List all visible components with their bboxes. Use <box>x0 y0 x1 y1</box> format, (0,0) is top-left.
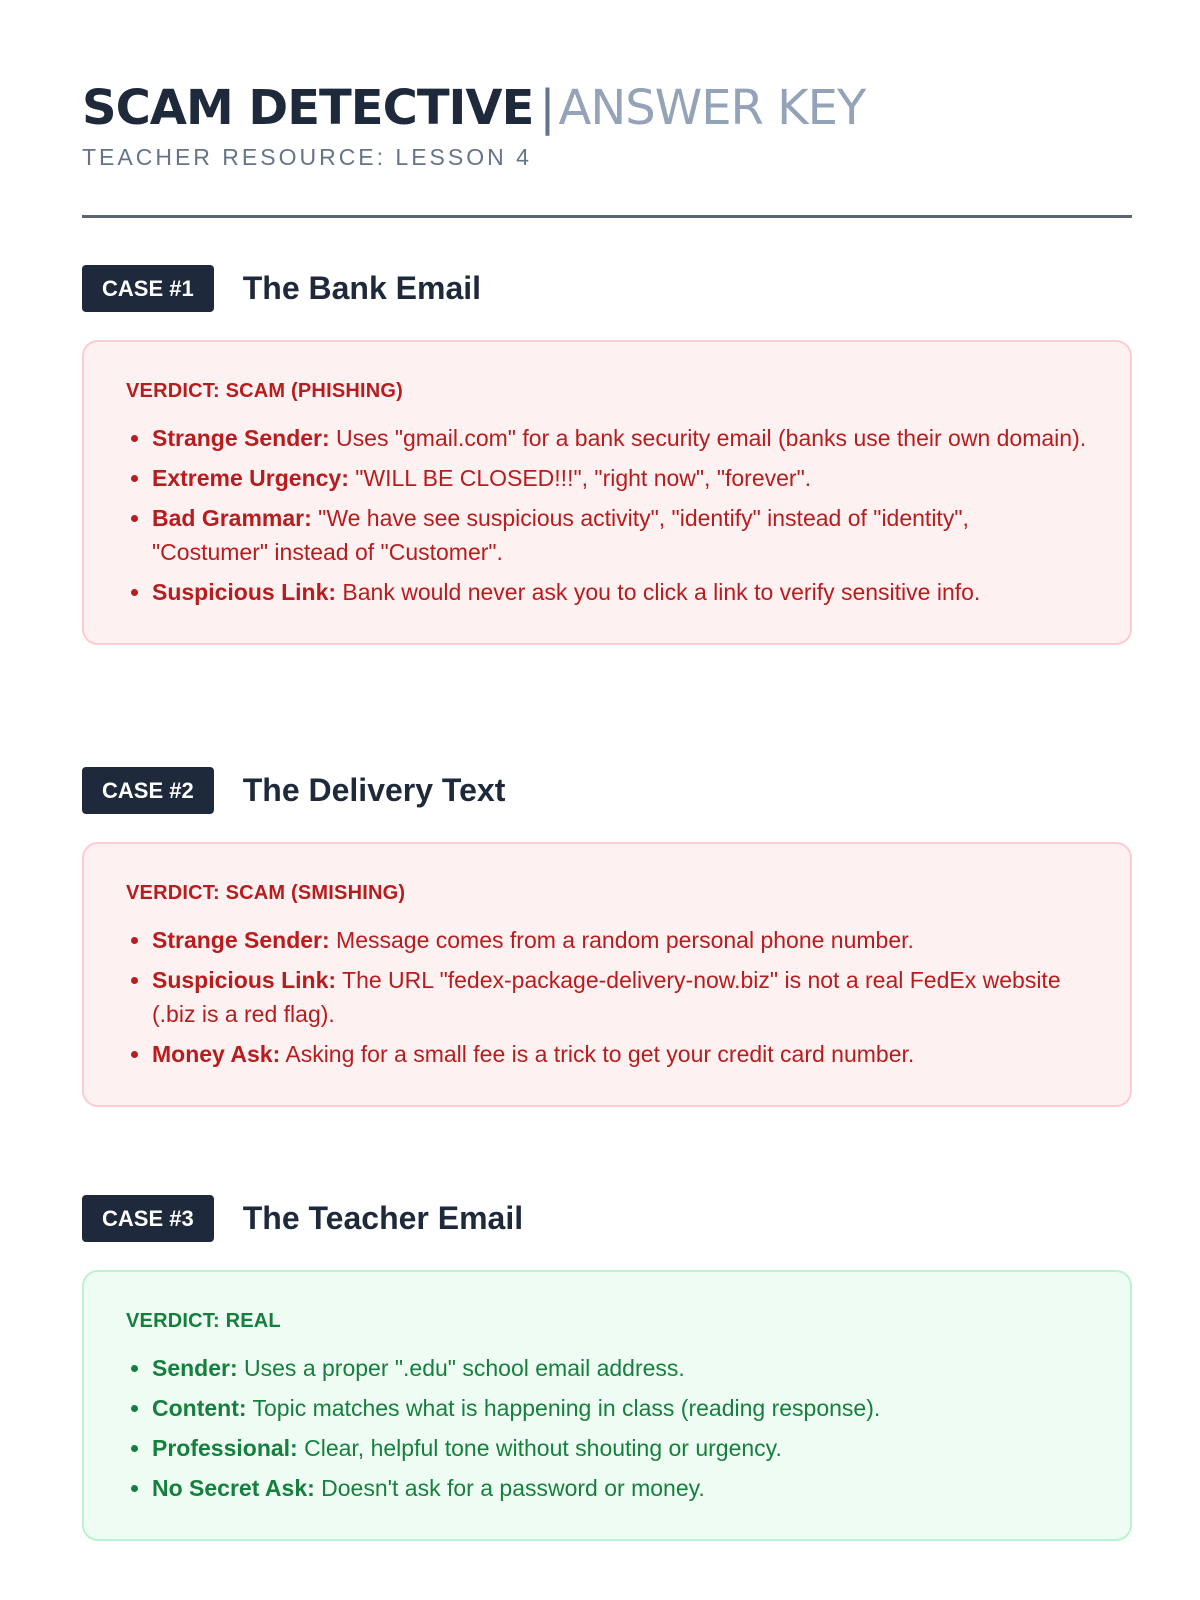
evidence-list <box>126 1351 1090 1505</box>
page-subtitle: TEACHER RESOURCE: LESSON 4 <box>82 144 532 170</box>
evidence-item <box>152 963 1090 1031</box>
evidence-item <box>152 501 1090 569</box>
evidence-text: Topic matches what is happening in class (reading response). <box>252 1395 881 1421</box>
evidence-text: Doesn't ask for a password or money. <box>321 1475 705 1501</box>
evidence-label: Strange Sender: <box>152 927 330 953</box>
verdict-box <box>82 842 1132 1107</box>
case-1 <box>82 265 1132 645</box>
title-main: SCAM DETECTIVE <box>82 80 534 136</box>
evidence-item <box>152 1471 1090 1505</box>
evidence-item <box>152 1431 1090 1465</box>
title-subtitle: ANSWER KEY <box>558 80 866 136</box>
verdict-box <box>82 1270 1132 1541</box>
verdict-label: VERDICT: REAL <box>126 1310 281 1332</box>
evidence-list <box>126 421 1090 609</box>
evidence-label: Money Ask: <box>152 1041 281 1067</box>
evidence-label: Strange Sender: <box>152 425 330 451</box>
case-badge: CASE #3 <box>82 1195 214 1242</box>
evidence-text: Uses "gmail.com" for a bank security email (banks use their own domain). <box>336 425 1087 451</box>
evidence-label: Extreme Urgency: <box>152 465 349 491</box>
case-heading <box>82 767 1132 814</box>
evidence-label: No Secret Ask: <box>152 1475 315 1501</box>
evidence-text: Uses a proper ".edu" school email address. <box>244 1355 685 1381</box>
page-header <box>82 0 1118 171</box>
verdict-label: VERDICT: SCAM (SMISHING) <box>126 882 406 904</box>
evidence-text: "We have see suspicious activity", "identify" instead of "identity", "Costumer" instead of "Customer". <box>152 505 969 565</box>
header-divider <box>82 215 1132 218</box>
evidence-label: Bad Grammar: <box>152 505 312 531</box>
evidence-text: Message comes from a random personal phone number. <box>336 927 914 953</box>
evidence-item <box>152 575 1090 609</box>
evidence-item <box>152 421 1090 455</box>
evidence-item <box>152 1037 1090 1071</box>
evidence-item <box>152 461 1090 495</box>
title-separator: | <box>539 80 555 136</box>
case-badge: CASE #2 <box>82 767 214 814</box>
page-title <box>82 80 1118 136</box>
evidence-item <box>152 923 1090 957</box>
case-title: The Bank Email <box>242 270 482 306</box>
evidence-text: The URL "fedex-package-delivery-now.biz" is not a real FedEx website (.biz is a red flag). <box>152 967 1061 1027</box>
case-heading <box>82 1195 1132 1242</box>
evidence-label: Suspicious Link: <box>152 967 337 993</box>
evidence-text: "WILL BE CLOSED!!!", "right now", "forever". <box>355 465 812 491</box>
evidence-item <box>152 1351 1090 1385</box>
evidence-label: Content: <box>152 1395 247 1421</box>
case-badge: CASE #1 <box>82 265 214 312</box>
evidence-label: Suspicious Link: <box>152 579 337 605</box>
evidence-text: Bank would never ask you to click a link to verify sensitive info. <box>342 579 981 605</box>
verdict-box <box>82 340 1132 645</box>
evidence-label: Sender: <box>152 1355 238 1381</box>
evidence-item <box>152 1391 1090 1425</box>
evidence-text: Clear, helpful tone without shouting or urgency. <box>304 1435 782 1461</box>
case-2 <box>82 767 1132 1107</box>
case-title: The Teacher Email <box>242 1200 524 1236</box>
evidence-text: Asking for a small fee is a trick to get your credit card number. <box>285 1041 915 1067</box>
verdict-label: VERDICT: SCAM (PHISHING) <box>126 380 404 402</box>
case-heading <box>82 265 1132 312</box>
case-3 <box>82 1195 1132 1541</box>
evidence-list <box>126 923 1090 1071</box>
case-title: The Delivery Text <box>242 772 506 808</box>
evidence-label: Professional: <box>152 1435 298 1461</box>
